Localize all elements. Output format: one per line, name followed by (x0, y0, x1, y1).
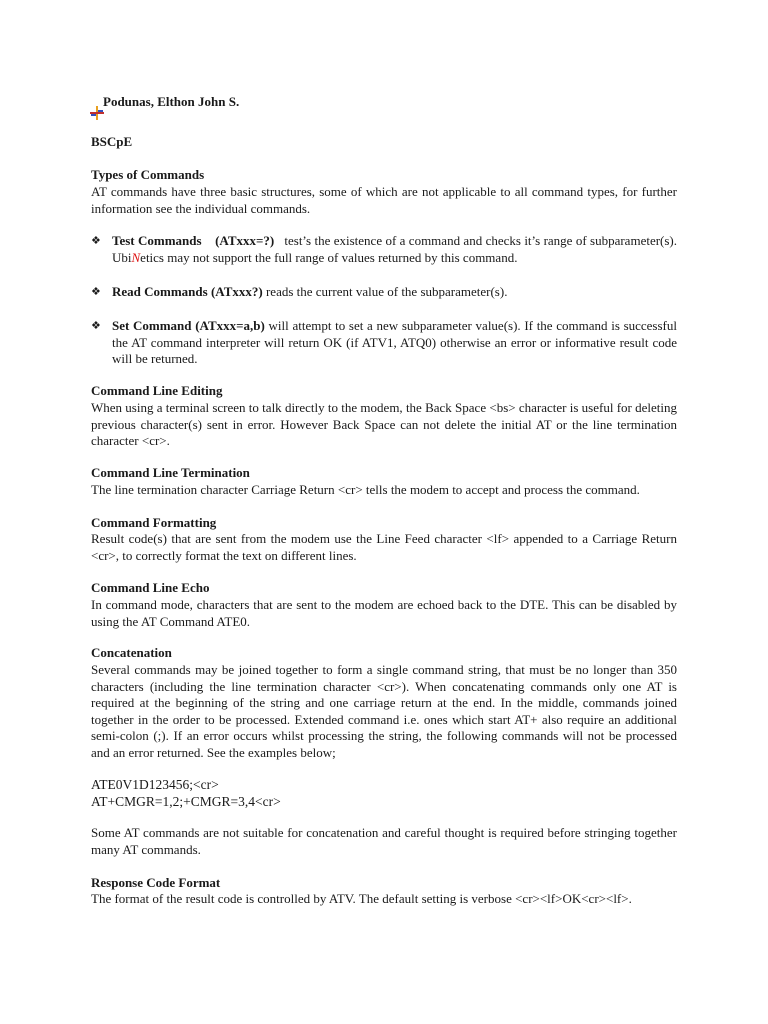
highlight-letter: N (131, 249, 141, 265)
echo-body: In command mode, characters that are sent to the modem are echoed back to the DTE. This can be disabled by using the AT Command ATE0. (91, 597, 677, 629)
formatting-heading: Command Formatting (91, 515, 217, 530)
bullet-text (112, 284, 677, 301)
diamond-bullet-icon: ❖ (91, 320, 101, 332)
bullet-label: Test Commands (112, 233, 202, 248)
termination-body: The line termination character Carriage Return <cr> tells the modem to accept and process the command. (91, 482, 640, 497)
echo-heading: Command Line Echo (91, 580, 210, 595)
bullet-set-command (91, 318, 677, 368)
bullet-label: Set Command (ATxxx=a,b) (112, 318, 265, 333)
diamond-bullet-icon: ❖ (91, 235, 101, 247)
example-line: AT+CMGR=1,2;+CMGR=3,4<cr> (91, 794, 281, 809)
example-line: ATE0V1D123456;<cr> (91, 777, 219, 792)
bullet-read-commands (91, 284, 677, 301)
response-body: The format of the result code is controlled by ATV. The default setting is verbose <cr><lf>OK<cr><lf>. (91, 891, 632, 906)
bullet-description: test’s the existence of a command and checks it’s range of subparameter(s). Ubi (112, 233, 678, 265)
concatenation-body: Several commands may be joined together to form a single command string, that must be no longer than 350 characters (including the line termination character <cr>). When concatenating commands only one AT is required at the beginning of the string and one carriage return at the end. In the middle, commands joined together in the order to be processed. Extended command i.e. ones which start AT+ also require an additional semi-colon (;). If an error occurs whilst processing the string, the following commands will not be processed and an error returned. See the examples below; (91, 662, 677, 760)
author-name: Podunas, Elthon John S. (103, 94, 240, 109)
editing-body: When using a terminal screen to talk directly to the modem, the Back Space <bs> character is useful for deleting previous character(s) sent in error. However Back Space can not delete the initial AT or the line termination character <cr>. (91, 400, 677, 448)
concatenation-note: Some AT commands are not suitable for concatenation and careful thought is required before stringing together many AT commands. (91, 825, 677, 857)
bullet-text (112, 233, 677, 266)
bullet-text (112, 318, 677, 368)
bullet-syntax: (ATxxx=?) (215, 233, 275, 248)
formatting-body: Result code(s) that are sent from the modem use the Line Feed character <lf> appended to a Carriage Return <cr>, to correctly format the text on different lines. (91, 531, 677, 563)
bullet-description: reads the current value of the subparameter(s). (265, 284, 508, 299)
types-heading: Types of Commands (91, 167, 205, 182)
termination-heading: Command Line Termination (91, 465, 250, 480)
bullet-description-end: etics may not support the full range of values returned by this command. (140, 249, 518, 265)
bullet-test-commands (91, 233, 677, 266)
author-block (89, 94, 389, 126)
degree-label: BSCpE (91, 134, 133, 149)
diamond-bullet-icon: ❖ (91, 286, 101, 298)
editing-heading: Command Line Editing (91, 383, 223, 398)
bullet-description: will attempt to set a new subparameter value(s). If the command is successful the AT command interpreter will return OK (if ATV1, ATQ0) otherwise an error or informative result code will be returned. (112, 318, 677, 366)
concatenation-heading: Concatenation (91, 645, 172, 660)
bullet-label: Read Commands (ATxxx?) (112, 284, 263, 299)
types-body: AT commands have three basic structures, some of which are not applicable to all command types, for further information see the individual commands. (91, 184, 677, 216)
response-heading: Response Code Format (91, 875, 221, 890)
